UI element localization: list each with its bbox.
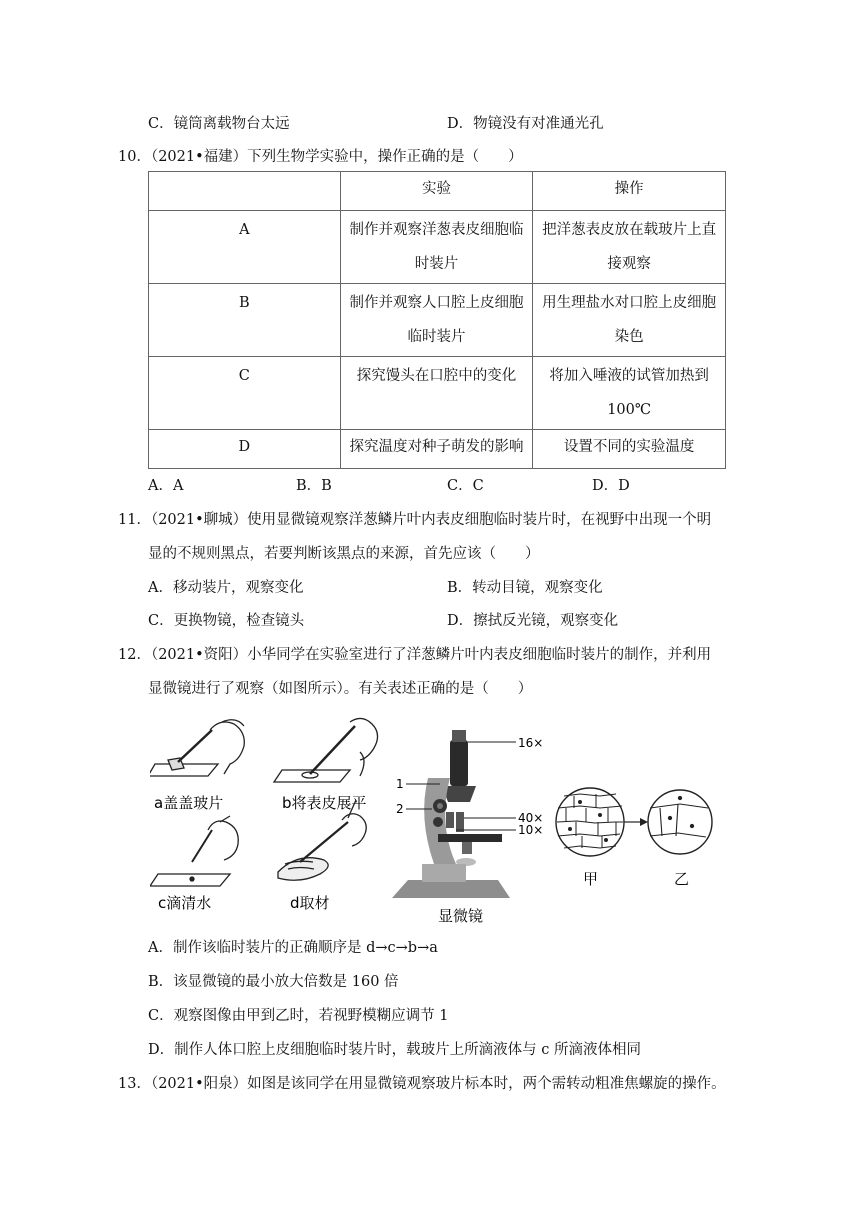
view-jia-illustration (556, 788, 624, 856)
operation-cell-cont: 接观察 (607, 256, 651, 272)
q12-option-c: C．观察图像由甲到乙时，若视野模糊应调节 1 (148, 1008, 449, 1024)
label-c: c滴清水 (158, 894, 212, 912)
q9-option-c: C．镜筒离载物台太远 (148, 116, 290, 132)
q12-figure (150, 712, 730, 927)
table-row (149, 357, 726, 430)
table-row (149, 430, 726, 469)
operation-cell: 设置不同的实验温度 (563, 439, 695, 455)
cover-slip-illustration (150, 720, 244, 776)
spread-peel-illustration (274, 718, 378, 782)
experiment-cell: 制作并观察洋葱表皮细胞临 (349, 222, 524, 238)
q11-option-d: D．擦拭反光镜，观察变化 (447, 613, 619, 629)
experiment-cell-cont: 临时装片 (407, 329, 466, 345)
label-d: d取材 (290, 894, 330, 912)
operation-cell: 用生理盐水对口腔上皮细胞 (542, 295, 717, 311)
knob-1-mark: 1 (396, 777, 404, 791)
arrow-icon (640, 818, 648, 826)
q11-option-c: C．更换物镜，检查镜头 (148, 613, 305, 629)
operation-cell: 把洋葱表皮放在载玻片上直 (542, 222, 717, 238)
q10-option-b: B．B (296, 478, 332, 494)
row-label: A (239, 222, 250, 238)
q12-stem-line1: 12．（2021•资阳）小华同学在实验室进行了洋葱鳞片叶内表皮细胞临时装片的制作，并利用 (118, 647, 712, 663)
experiment-cell-cont: 时装片 (414, 256, 459, 272)
table-header-experiment: 实验 (340, 172, 533, 211)
q11-stem-line2: 显的不规则黑点，若要判断该黑点的来源，首先应该（ ） (148, 546, 540, 562)
q13-stem: 13．（2021•阳泉）如图是该同学在用显微镜观察玻片标本时，两个需转动粗准焦螺旋的操作。 (118, 1076, 726, 1092)
q10-option-c: C．C (447, 478, 484, 494)
q10-stem: 10．（2021•福建）下列生物学实验中，操作正确的是（ ） (118, 149, 523, 165)
experiment-cell: 探究温度对种子萌发的影响 (349, 439, 524, 455)
label-a: a盖盖玻片 (154, 794, 224, 812)
drop-water-illustration (150, 816, 238, 886)
row-label: C (238, 368, 250, 384)
operation-cell-cont: 100℃ (607, 402, 652, 418)
q12-stem-line2: 显微镜进行了观察（如图所示）。有关表述正确的是（ ） (148, 681, 533, 697)
label-microscope: 显微镜 (438, 907, 484, 925)
table-header-operation: 操作 (533, 172, 726, 211)
operation-cell-cont: 染色 (614, 329, 644, 345)
label-yi: 乙 (674, 870, 690, 888)
q11-option-b: B．转动目镜，观察变化 (447, 580, 603, 596)
q11-option-a: A．移动装片，观察变化 (148, 580, 304, 596)
table-row (149, 211, 726, 284)
take-material-illustration (278, 800, 366, 880)
row-label: B (238, 295, 250, 311)
objective-10-mark: 10× (518, 823, 544, 837)
objective-40-mark: 40× (518, 811, 544, 825)
q10-option-d: D．D (592, 478, 630, 494)
q12-option-a: A．制作该临时装片的正确顺序是 d→c→b→a (148, 940, 438, 956)
experiment-cell: 制作并观察人口腔上皮细胞 (349, 295, 524, 311)
q12-option-b: B．该显微镜的最小放大倍数是 160 倍 (148, 974, 399, 990)
q10-option-a: A．A (148, 478, 184, 494)
experiment-cell: 探究馒头在口腔中的变化 (356, 368, 517, 384)
view-yi-illustration (648, 790, 712, 854)
eyepiece-mark: 16× (518, 736, 544, 750)
q11-stem-line1: 11．（2021•聊城）使用显微镜观察洋葱鳞片叶内表皮细胞临时装片时，在视野中出现一个明 (118, 512, 712, 528)
microscope-illustration (392, 730, 510, 898)
knob-2-mark: 2 (396, 802, 404, 816)
q10-table (148, 171, 726, 469)
label-jia: 甲 (583, 870, 599, 888)
row-label: D (238, 439, 251, 455)
q12-option-d: D．制作人体口腔上皮细胞临时装片时，载玻片上所滴液体与 c 所滴液体相同 (148, 1042, 641, 1058)
table-row (149, 284, 726, 357)
q9-option-d: D．物镜没有对准通光孔 (447, 116, 604, 132)
operation-cell: 将加入唾液的试管加热到 (549, 368, 709, 384)
table-header-empty (149, 172, 341, 211)
label-b: b将表皮展平 (282, 794, 367, 812)
